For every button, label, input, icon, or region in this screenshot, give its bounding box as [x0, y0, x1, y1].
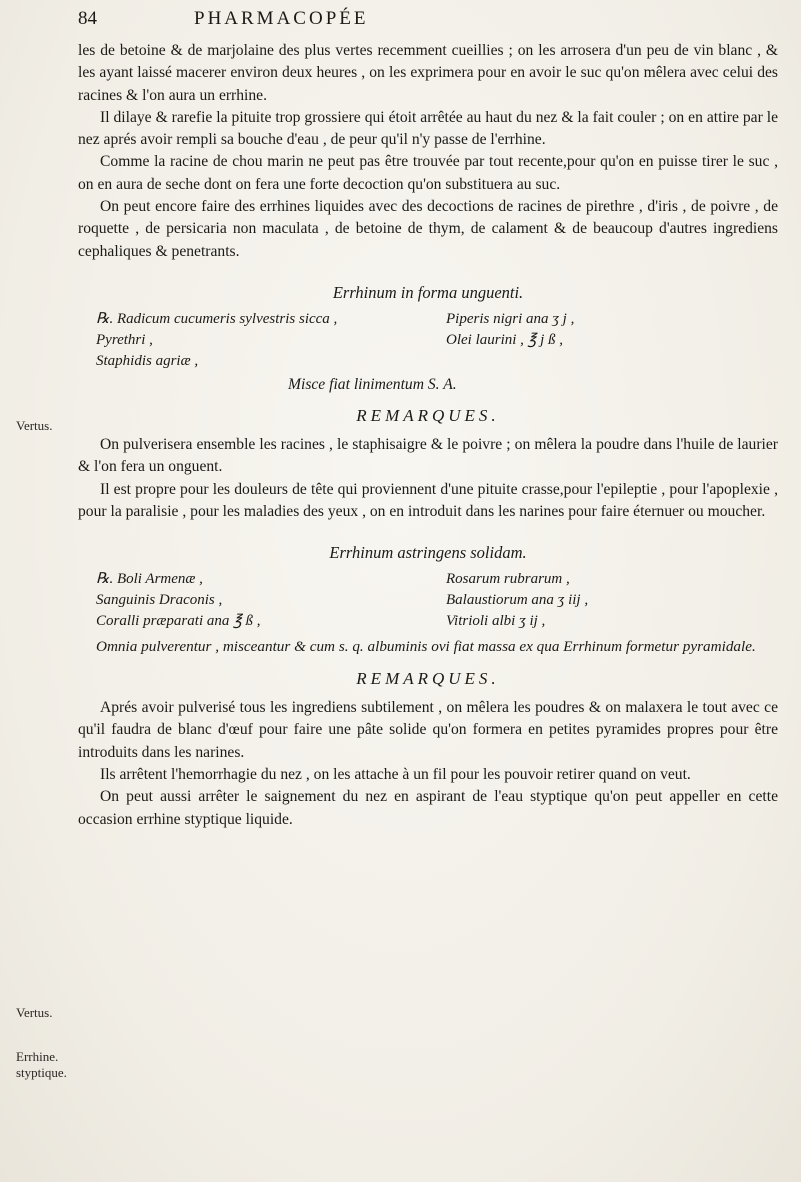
recipe-ingredients — [96, 309, 778, 372]
text-column — [78, 8, 778, 831]
ingredient: Vitrioli albi ʒ ij , — [446, 613, 546, 630]
paragraph: On peut encore faire des errhines liquides avec des decoctions de racines de pirethre , d'iris , de poivre , de roquette , de persicaria non maculata , de betoine de thym, de calament & de beaucoup d'autres ingrediens cephaliques & penetrants. — [78, 198, 778, 260]
ingredient: Coralli præparati ana ℥ ß , — [96, 613, 261, 630]
recipe-ingredients — [96, 569, 778, 632]
ingredient — [446, 351, 746, 372]
paragraph: On pulverisera ensemble les racines , le staphisaigre & le poivre ; on mêlera la poudre dans l'huile de laurier & l'on fera un onguent. — [78, 435, 778, 476]
ingredient: Pyrethri , — [96, 331, 153, 348]
ingredient: ℞. Radicum cucumeris sylvestris sicca , — [96, 310, 338, 327]
paragraph: Comme la racine de chou marin ne peut pas être trouvée par tout recente,pour qu'on en puisse tirer le suc , on en aura de seche dont on fera une forte decoction qu'on substituera au suc. — [78, 153, 778, 193]
recipe-title: Errhinum astringens solidam. — [329, 543, 527, 563]
ingredient: Rosarum rubrarum , — [446, 571, 570, 588]
ingredient: Sanguinis Draconis , — [96, 592, 223, 609]
running-title: PHARMACOPÉE — [194, 8, 369, 29]
recipe-instruction: Misce fiat linimentum S. A. — [288, 375, 457, 393]
paragraph: Ils arrêtent l'hemorrhagie du nez , on les attache à un fil pour les pouvoir retirer quand on veut. — [100, 766, 691, 784]
page-number: 84 — [78, 8, 97, 29]
ingredient: Balaustiorum ana ʒ iij , — [446, 592, 589, 609]
recipe-instruction: Omnia pulverentur , misceantur & cum s. q. albuminis ovi fiat massa ex qua Errhinum formetur pyramidale. — [96, 638, 756, 656]
section-heading: REMARQUES. — [356, 669, 500, 689]
margin-note-vertus: Vertus. — [16, 418, 53, 433]
margin-note-errhine-styptique: Errhine. styptique. — [16, 1049, 67, 1080]
margin-note-vertus: Vertus. — [16, 1005, 53, 1020]
paragraph: Aprés avoir pulverisé tous les ingrediens subtilement , on mêlera les poudres & on malaxera le tout avec ce qu'il faudra de blanc d'œuf pour faire une pâte solide qu'on formera en petites pyramides propres pour être introduits dans les narines. — [78, 699, 778, 761]
ingredient: Piperis nigri ana ʒ j , — [446, 310, 575, 327]
ingredient: Olei laurini , ℥ j ß , — [446, 331, 563, 348]
paragraph: On peut aussi arrêter le saignement du nez en aspirant de l'eau styptique qu'on peut appeller en cette occasion errhine styptique liquide. — [78, 788, 778, 828]
running-head — [78, 8, 778, 40]
ingredient: ℞. Boli Armenæ , — [96, 571, 203, 588]
paragraph: Il est propre pour les douleurs de tête qui proviennent d'une pituite crasse,pour l'epileptie , pour l'apoplexie , pour la paralisie , pour les maladies des yeux , on en introduit dans les narines pour faire éternuer ou moucher. — [78, 480, 778, 520]
section-heading: REMARQUES. — [356, 405, 500, 425]
ingredient: Staphidis agriæ , — [96, 352, 199, 369]
paragraph: Il dilaye & rarefie la pituite trop grossiere qui étoit arrêtée au haut du nez & la fait couler ; on en attire par le nez aprés avoir rempli sa bouche d'eau , de peur qu'il n'y passe de l'errhine. — [78, 108, 778, 149]
recipe-title: Errhinum in forma unguenti. — [332, 282, 524, 302]
paragraph: les de betoine & de marjolaine des plus vertes recemment cueillies ; on les arrosera d'un peu de vin blanc , & les ayant laissé macerer environ deux heures , on les exprimera pour en avoir le suc qu'on mêlera avec celui des racines & l'on aura un errhine. — [78, 42, 778, 104]
